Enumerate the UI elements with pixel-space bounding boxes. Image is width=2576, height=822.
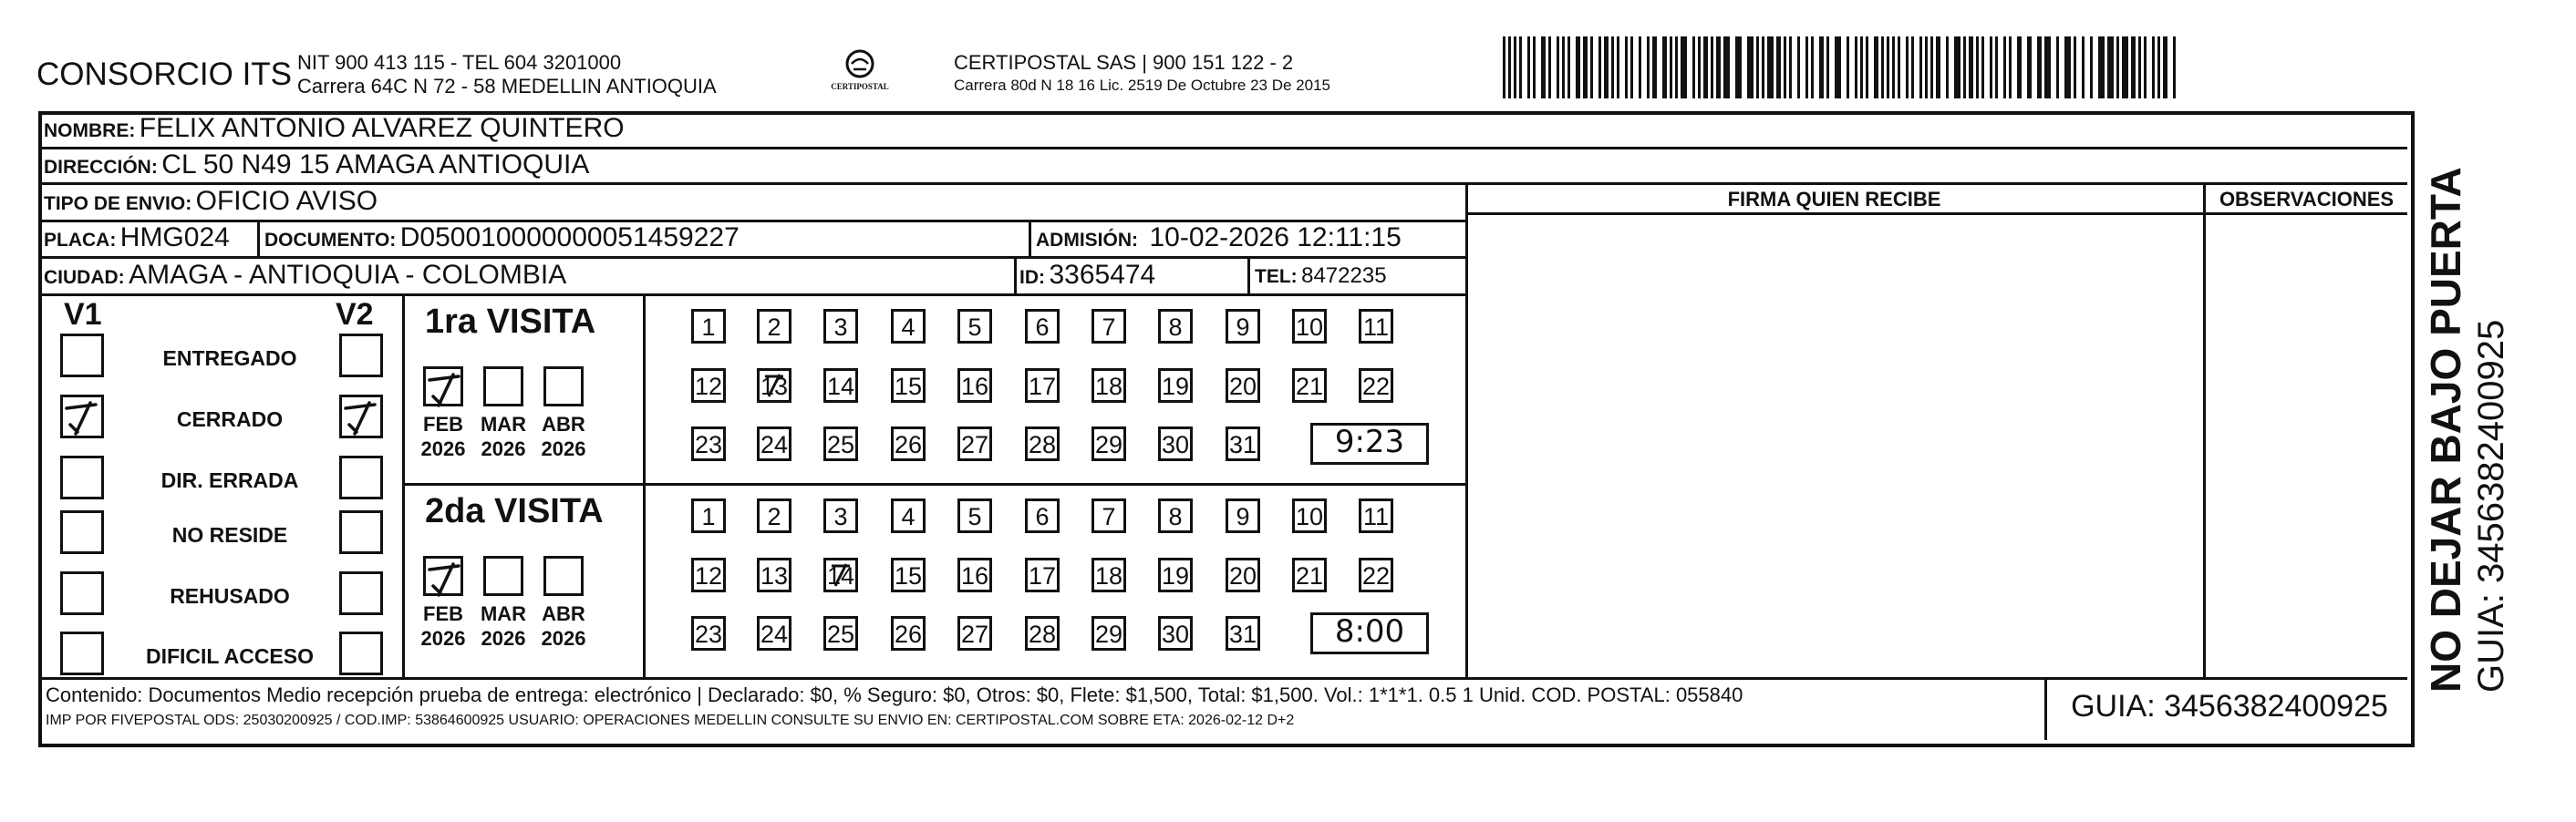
day-box[interactable]: 3	[823, 309, 858, 344]
month-checkbox[interactable]	[483, 366, 523, 406]
day-box[interactable]: 27	[957, 616, 992, 651]
day-box[interactable]: 26	[891, 426, 926, 461]
status-option-label: DIFICIL ACCESO	[145, 644, 314, 668]
v2-checkbox[interactable]	[339, 510, 383, 554]
month-label	[536, 412, 591, 461]
row-divider	[40, 182, 2407, 185]
day-box[interactable]: 21	[1292, 368, 1327, 403]
v1-checkbox[interactable]	[60, 571, 104, 615]
status-option-label: CERRADO	[176, 407, 284, 431]
day-box[interactable]: 17	[1025, 368, 1060, 403]
id-label: ID:	[1019, 267, 1045, 288]
day-box[interactable]: 11	[1359, 498, 1393, 533]
day-number: 13	[760, 373, 789, 400]
v2-label: V2	[336, 297, 374, 332]
day-box[interactable]: 2	[757, 309, 791, 344]
firma-label: FIRMA QUIEN RECIBE	[1727, 188, 1941, 211]
month-name: MAR	[480, 413, 527, 436]
day-box[interactable]: 1	[691, 309, 726, 344]
check-mark-icon	[426, 559, 466, 599]
guia-divider	[2044, 677, 2047, 740]
imp-text: IMP POR FIVEPOSTAL ODS: 25030200925 / COD.IMP: 53864600925 USUARIO: OPERACIONES MEDELLIN CONSULTE SU ENVIO EN: CERTIPOSTAL.COM SOBRE ETA: 2026-02-12 D+2	[46, 713, 1295, 728]
v2-checkbox[interactable]	[339, 571, 383, 615]
month-label	[536, 601, 591, 651]
observations-divider	[2203, 182, 2206, 677]
day-box[interactable]	[757, 368, 791, 403]
month-name: FEB	[423, 413, 463, 436]
tipo-label: TIPO DE ENVIO:	[44, 193, 192, 214]
day-box[interactable]: 15	[891, 368, 926, 403]
row-divider	[40, 256, 1465, 259]
certipostal-logo-icon	[828, 46, 892, 102]
direccion-label: DIRECCIÓN:	[44, 157, 158, 178]
id-field	[1019, 260, 1155, 291]
row-divider	[40, 677, 2407, 680]
day-box[interactable]: 19	[1158, 558, 1193, 592]
day-box[interactable]: 29	[1091, 616, 1126, 651]
v1-checkbox[interactable]	[60, 334, 104, 377]
v1-checkbox[interactable]	[60, 632, 104, 675]
day-box[interactable]: 27	[957, 426, 992, 461]
day-box[interactable]: 25	[823, 426, 858, 461]
day-box[interactable]: 25	[823, 616, 858, 651]
tipo-field	[44, 186, 378, 217]
month-year: 2026	[481, 627, 526, 650]
day-box[interactable]: 26	[891, 616, 926, 651]
day-box[interactable]: 5	[957, 498, 992, 533]
day-box[interactable]: 5	[957, 309, 992, 344]
day-box[interactable]: 24	[757, 426, 791, 461]
admision-divider	[1029, 220, 1031, 256]
day-box[interactable]: 31	[1226, 426, 1260, 461]
admision-value: 10-02-2026 12:11:15	[1149, 222, 1402, 252]
month-year: 2026	[541, 437, 586, 460]
day-box[interactable]: 9	[1226, 309, 1260, 344]
month-year: 2026	[420, 627, 466, 650]
company-nit-tel: NIT 900 413 115 - TEL 604 3201000	[297, 51, 622, 74]
documento-value: D050010000000051459227	[399, 222, 740, 252]
nombre-label: NOMBRE:	[44, 120, 136, 141]
day-box[interactable]: 11	[1359, 309, 1393, 344]
id-value: 3365474	[1049, 260, 1156, 290]
day-box[interactable]: 31	[1226, 616, 1260, 651]
day-box[interactable]: 18	[1091, 368, 1126, 403]
month-name: ABR	[542, 602, 585, 625]
day-box[interactable]: 23	[691, 426, 726, 461]
contenido-text: Contenido: Documentos Medio recepción prueba de entrega: electrónico | Declarado: $0, % Seguro: $0, Otros: $0, Flete: $1,500, Total: $1,500. Vol.: 1*1*1. 0.5 1 Unid. COD. POSTAL: 055840	[46, 683, 1743, 706]
day-box[interactable]: 6	[1025, 498, 1060, 533]
day-box[interactable]: 18	[1091, 558, 1126, 592]
placa-field	[44, 222, 230, 253]
day-box[interactable]: 6	[1025, 309, 1060, 344]
day-box[interactable]: 8	[1158, 309, 1193, 344]
row-divider	[40, 293, 1465, 296]
ciudad-field	[44, 260, 566, 291]
day-box[interactable]: 14	[823, 368, 858, 403]
month-label	[476, 412, 531, 461]
day-strike-icon	[826, 560, 855, 590]
admision-field	[1036, 222, 1402, 253]
barcode	[1503, 36, 2182, 98]
certipostal-logo-text: CERTIPOSTAL	[831, 82, 889, 91]
placa-divider	[257, 220, 260, 256]
day-box[interactable]: 22	[1359, 368, 1393, 403]
visit-title: 1ra VISITA	[425, 303, 596, 341]
v2-checkbox[interactable]	[339, 395, 383, 438]
month-year: 2026	[481, 437, 526, 460]
status-option-label: NO RESIDE	[171, 523, 288, 547]
day-box[interactable]: 3	[823, 498, 858, 533]
documento-label: DOCUMENTO:	[264, 230, 397, 251]
day-box[interactable]: 20	[1226, 558, 1260, 592]
day-box[interactable]: 4	[891, 309, 926, 344]
day-box[interactable]: 13	[757, 558, 791, 592]
company-address: Carrera 64C N 72 - 58 MEDELLIN ANTIOQUIA	[297, 75, 717, 98]
check-mark-icon	[342, 397, 382, 437]
day-box[interactable]: 19	[1158, 368, 1193, 403]
v1-checkbox[interactable]	[60, 510, 104, 554]
day-box[interactable]: 7	[1091, 498, 1126, 533]
guia-footer: GUIA: 3456382400925	[2071, 689, 2388, 724]
day-strike-icon	[760, 371, 789, 400]
day-box[interactable]: 20	[1226, 368, 1260, 403]
v1-checkbox[interactable]	[60, 395, 104, 438]
day-box[interactable]: 28	[1025, 426, 1060, 461]
admision-label: ADMISIÓN:	[1036, 230, 1138, 251]
month-name: ABR	[542, 413, 585, 436]
day-box[interactable]: 24	[757, 616, 791, 651]
right-header-divider	[1465, 212, 2407, 215]
v2-checkbox[interactable]	[339, 632, 383, 675]
v1-label: V1	[64, 297, 102, 332]
tel-value: 8472235	[1301, 263, 1387, 288]
day-box[interactable]: 10	[1292, 498, 1327, 533]
placa-label: PLACA:	[44, 230, 117, 251]
day-box[interactable]: 8	[1158, 498, 1193, 533]
status-option-label: ENTREGADO	[162, 346, 297, 370]
placa-value: HMG024	[119, 222, 230, 252]
no-dejar-text: NO DEJAR BAJO PUERTA	[2422, 167, 2469, 693]
day-box[interactable]: 12	[691, 368, 726, 403]
side-text	[2421, 73, 2521, 693]
month-name: MAR	[480, 602, 527, 625]
month-label	[416, 412, 471, 461]
certipostal-license: Carrera 80d N 18 16 Lic. 2519 De Octubre 23 De 2015	[954, 77, 1330, 94]
visit-time: 9:23	[1334, 424, 1405, 460]
month-label	[416, 601, 471, 651]
v2-checkbox[interactable]	[339, 456, 383, 499]
nombre-value: FELIX ANTONIO ALVAREZ QUINTERO	[139, 113, 625, 143]
direccion-value: CL 50 N49 15 AMAGA ANTIOQUIA	[161, 149, 590, 180]
day-box[interactable]: 1	[691, 498, 726, 533]
tipo-value: OFICIO AVISO	[195, 186, 378, 216]
month-checkbox[interactable]	[423, 366, 463, 406]
nombre-field	[44, 113, 625, 144]
month-checkbox[interactable]	[543, 366, 584, 406]
month-checkbox[interactable]	[543, 556, 584, 596]
id-divider	[1014, 256, 1017, 293]
day-box[interactable]: 29	[1091, 426, 1126, 461]
month-checkbox[interactable]	[423, 556, 463, 596]
tel-label: TEL:	[1255, 266, 1298, 287]
tel-divider	[1247, 256, 1250, 293]
day-box[interactable]: 16	[957, 368, 992, 403]
signature-divider	[1465, 182, 1468, 677]
day-box[interactable]: 22	[1359, 558, 1393, 592]
day-box[interactable]: 17	[1025, 558, 1060, 592]
day-box[interactable]: 4	[891, 498, 926, 533]
visit-mid-divider	[402, 483, 1465, 486]
month-checkbox[interactable]	[483, 556, 523, 596]
day-box[interactable]: 9	[1226, 498, 1260, 533]
certipostal-logo	[828, 46, 892, 102]
day-box[interactable]: 12	[691, 558, 726, 592]
day-box[interactable]: 15	[891, 558, 926, 592]
company-name: CONSORCIO ITS	[36, 57, 293, 92]
visit-time: 8:00	[1334, 613, 1405, 650]
month-year: 2026	[541, 627, 586, 650]
ciudad-value: AMAGA - ANTIOQUIA - COLOMBIA	[129, 260, 567, 290]
tel-field	[1255, 263, 1387, 289]
certipostal-info: CERTIPOSTAL SAS | 900 151 122 - 2	[954, 51, 1294, 74]
status-option-label: DIR. ERRADA	[160, 468, 299, 492]
day-box[interactable]	[823, 558, 858, 592]
day-box[interactable]: 30	[1158, 616, 1193, 651]
v2-checkbox[interactable]	[339, 334, 383, 377]
direccion-field	[44, 149, 589, 180]
barcode-icon	[1503, 36, 2182, 98]
day-box[interactable]: 2	[757, 498, 791, 533]
day-box[interactable]: 10	[1292, 309, 1327, 344]
visit-title: 2da VISITA	[425, 492, 604, 530]
day-box[interactable]: 28	[1025, 616, 1060, 651]
v1-checkbox[interactable]	[60, 456, 104, 499]
month-year: 2026	[420, 437, 466, 460]
check-mark-icon	[426, 369, 466, 409]
day-box[interactable]: 30	[1158, 426, 1193, 461]
ciudad-label: CIUDAD:	[44, 267, 125, 288]
day-box[interactable]: 21	[1292, 558, 1327, 592]
check-mark-icon	[63, 397, 103, 437]
day-box[interactable]: 7	[1091, 309, 1126, 344]
side-guia-text: GUIA: 3456382400925	[2471, 319, 2511, 693]
day-box[interactable]: 16	[957, 558, 992, 592]
month-name: FEB	[423, 602, 463, 625]
day-number: 14	[826, 562, 855, 590]
day-box[interactable]: 23	[691, 616, 726, 651]
observaciones-label: OBSERVACIONES	[2219, 188, 2395, 211]
month-label	[476, 601, 531, 651]
status-option-label: REHUSADO	[170, 584, 290, 608]
documento-field	[264, 222, 740, 253]
